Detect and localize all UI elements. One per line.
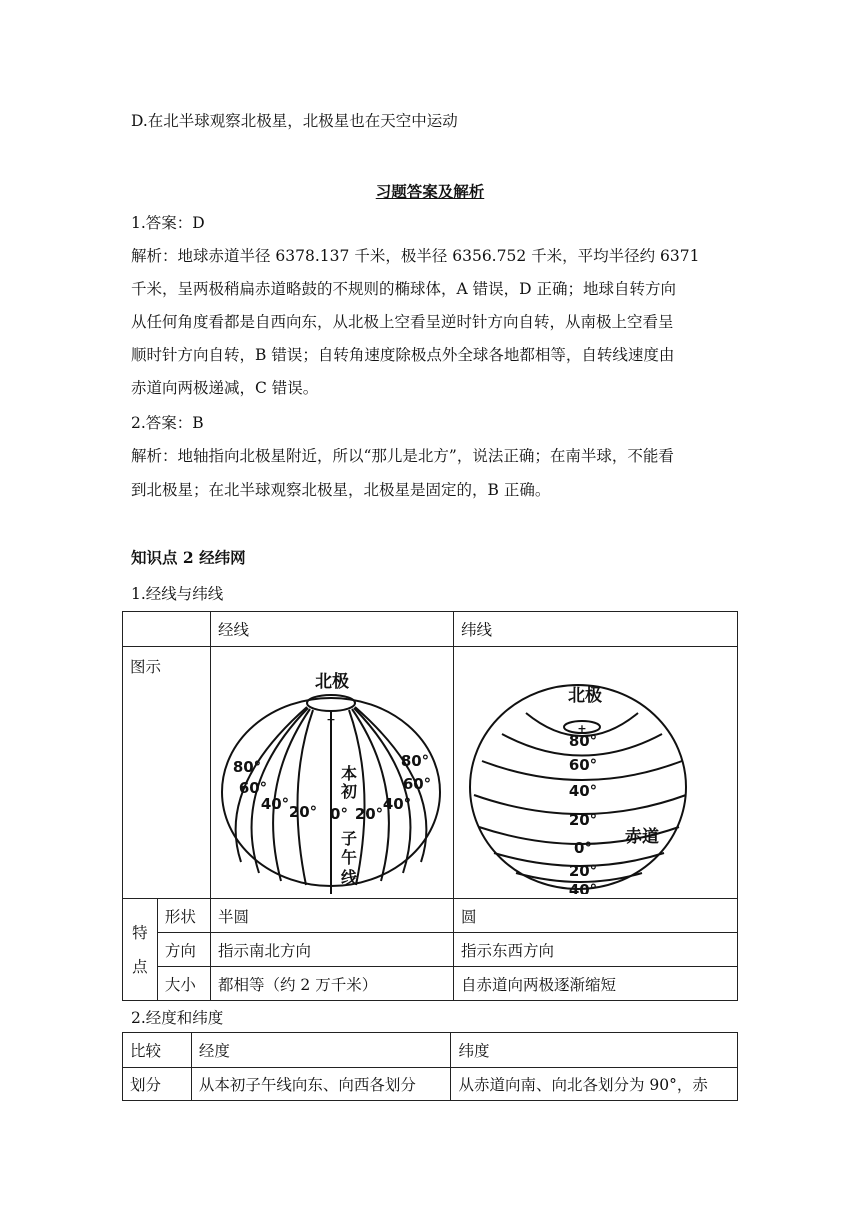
parallel-pole-mark-icon: + [577,722,587,735]
prime-meridian-char-5: 线 [340,868,357,887]
meridian-label-e80: 80° [400,752,430,770]
parallel-north-pole-label: 北极 [567,686,602,706]
equator-label: 赤道 [624,827,659,847]
analysis-1-line-4: 顺时针方向自转，B 错误；自转角速度除极点外全球各地都相等，自转线速度由 [131,346,675,364]
row-direction-parallel: 指示东西方向 [453,933,737,967]
feature-label-char-2: 点 [132,957,148,976]
feature-label-cell [123,899,158,1001]
parallel-label-40s: 40° [568,881,598,894]
analysis-2-line-2: 到北极星；在北半球观察北极星，北极星是固定的，B 正确。 [131,481,551,499]
parallel-label-20n: 20° [568,811,598,829]
prime-meridian-char-2: 初 [340,782,357,801]
t2-header-compare: 比较 [123,1033,192,1068]
row-shape-label: 形状 [157,899,210,933]
parallel-label-40: 40° [568,782,598,800]
meridian-north-pole-label: 北极 [314,672,349,692]
parallel-label-equator: 0° [574,839,592,857]
row-direction-meridian: 指示南北方向 [210,933,453,967]
meridian-globe-diagram [211,647,453,894]
feature-label-char-1: 特 [132,923,148,942]
header-meridian: 经线 [210,612,453,647]
meridian-figure-cell [210,647,453,899]
meridian-label-w80: 80° [232,758,262,776]
header-parallel: 纬线 [453,612,737,647]
row-size-parallel: 自赤道向两极逐渐缩短 [453,967,737,1001]
meridian-label-e40: 40° [382,795,412,813]
subsection-1-title: 1.经线与纬线 [131,585,224,603]
meridian-label-w60: 60° [238,779,268,797]
row-shape-meridian: 半圆 [210,899,453,933]
answer-2: 2.答案：B [131,414,204,432]
figure-label: 图示 [123,647,211,899]
parallel-globe-diagram [454,647,737,894]
parallel-label-80: 80° [568,732,598,750]
answer-1: 1.答案：D [131,214,205,232]
t2-row-division-label: 划分 [123,1068,192,1101]
row-direction-label: 方向 [157,933,210,967]
meridian-parallel-table [122,611,738,1001]
question-option-d: D.在北半球观察北极星，北极星也在天空中运动 [131,112,458,130]
meridian-label-w40: 40° [260,795,290,813]
analysis-1-line-2: 千米，呈两极稍扁赤道略鼓的不规则的椭球体，A 错误，D 正确；地球自转方向 [131,280,676,298]
row-size-meridian: 都相等（约 2 万千米） [210,967,453,1001]
prime-meridian-char-1: 本 [340,764,357,783]
north-pole-mark-icon: + [326,713,336,726]
t2-header-longitude: 经度 [191,1033,451,1068]
prime-meridian-char-4: 午 [340,848,357,867]
meridian-label-e20: 20° [354,805,384,823]
meridian-label-0: 0° [330,805,348,823]
header-empty-cell [123,612,211,647]
t2-header-latitude: 纬度 [451,1033,738,1068]
t2-row-division-longitude: 从本初子午线向东、向西各划分 [191,1068,451,1101]
analysis-1-line-1: 解析：地球赤道半径 6378.137 千米，极半径 6356.752 千米，平均半径约 6371 [131,247,700,265]
subsection-2-title: 2.经度和纬度 [131,1009,224,1027]
parallel-label-60: 60° [568,756,598,774]
row-shape-parallel: 圆 [453,899,737,933]
analysis-2-line-1: 解析：地轴指向北极星附近，所以“那儿是北方”，说法正确；在南半球，不能看 [131,447,674,465]
answers-title: 习题答案及解析 [375,182,485,201]
parallel-figure-cell [453,647,737,899]
parallel-label-20s: 20° [568,862,598,880]
analysis-1-line-5: 赤道向两极递减，C 错误。 [131,379,319,397]
prime-meridian-char-3: 子 [340,829,357,848]
meridian-label-w20: 20° [288,803,318,821]
analysis-1-line-3: 从任何角度看都是自西向东，从北极上空看呈逆时针方向自转，从南极上空看呈 [131,313,674,331]
section-heading: 知识点 2 经纬网 [131,548,246,567]
longitude-latitude-table [122,1032,738,1101]
row-size-label: 大小 [157,967,210,1001]
t2-row-division-latitude: 从赤道向南、向北各划分为 90°，赤 [451,1068,738,1101]
meridian-label-e60: 60° [402,775,432,793]
